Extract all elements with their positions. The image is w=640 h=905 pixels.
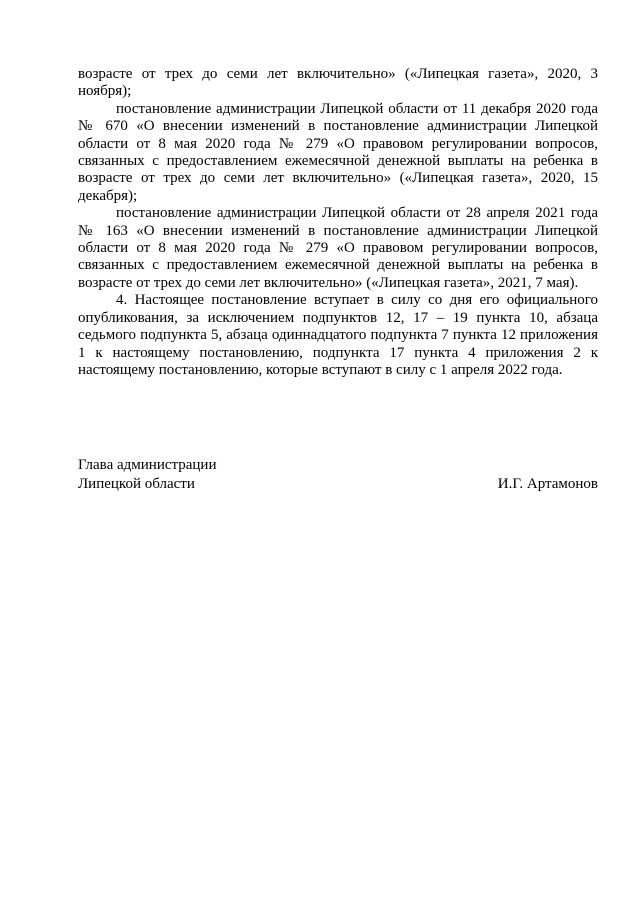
signature-block (78, 456, 598, 494)
paragraph-effective-date: 4. Настоящее постановление вступает в силу со дня его официального опубликования, за исключением подпунктов 12, 17 – 19 пункта 10, абзаца седьмого подпункта 5, абзаца одиннадцатого подпункта 7 пункта 12 приложения 1 к настоящему постановлению, подпункта 17 пункта 4 приложения 2 к настоящему постановлению, которые вступают в силу с 1 апреля 2022 года. (78, 292, 598, 378)
signatory-title-line-1: Глава администрации (78, 457, 217, 473)
paragraph-continuation: возрасте от трех до семи лет включительно» («Липецкая газета», 2020, 3 ноября); (78, 66, 598, 100)
signatory-name: И.Г. Артамонов (497, 476, 598, 492)
paragraph-decree-163: постановление администрации Липецкой области от 28 апреля 2021 года № 163 «О внесении изменений в постановление администрации Липецкой области от 8 мая 2020 года № 279 «О правовом регулировании вопросов, связанных с предоставлением ежемесячной денежной выплаты на ребенка в возрасте от трех до семи лет включительно» («Липецкая газета», 2021, 7 мая). (78, 205, 598, 291)
signature-row (78, 475, 598, 494)
signatory-title-line-2: Липецкой области (78, 476, 195, 492)
paragraph-decree-670: постановление администрации Липецкой области от 11 декабря 2020 года № 670 «О внесении изменений в постановление администрации Липецкой области от 8 мая 2020 года № 279 «О правовом регулировании вопросов, связанных с предоставлением ежемесячной денежной выплаты на ребенка в возрасте от трех до семи лет включительно» («Липецкая газета», 2020, 15 декабря); (78, 100, 598, 204)
document-body (78, 66, 598, 379)
